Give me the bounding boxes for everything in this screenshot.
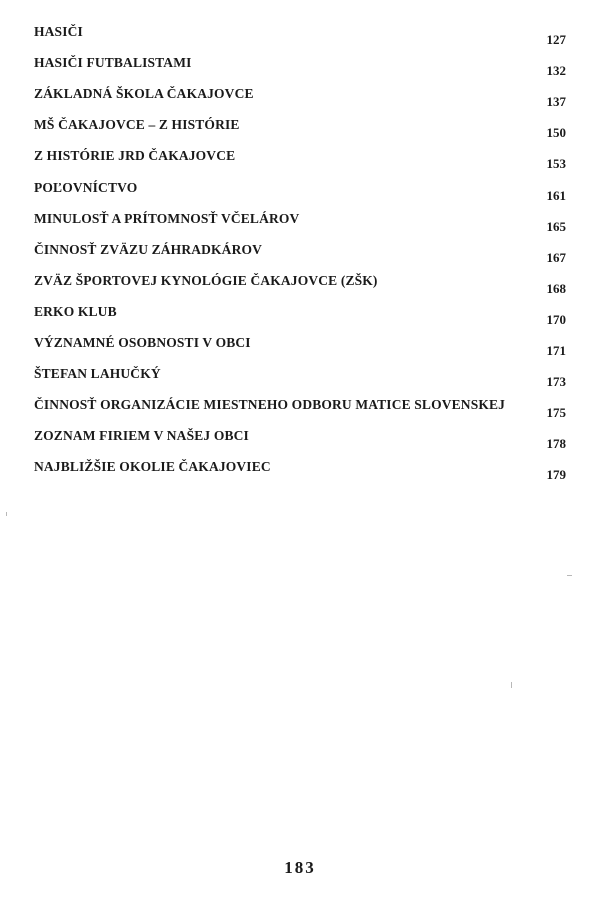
- toc-entry-page: 132: [546, 63, 566, 78]
- toc-entry-page: 167: [546, 250, 566, 265]
- toc-entry: [34, 211, 566, 235]
- toc-entry-page: 173: [546, 374, 566, 389]
- toc-entry-page: 165: [546, 219, 566, 234]
- scan-speck: [6, 512, 7, 516]
- toc-entry-title: HASIČI: [34, 24, 83, 39]
- toc-entry-page: 179: [546, 467, 566, 482]
- toc-entry-page: 137: [546, 94, 566, 109]
- toc-entry: [34, 304, 566, 328]
- toc-entry-title: ZÁKLADNÁ ŠKOLA ČAKAJOVCE: [34, 86, 254, 101]
- scan-speck: [567, 575, 572, 576]
- toc-entry: [34, 242, 566, 266]
- toc-entry: [34, 117, 566, 141]
- toc-entry-title: ŠTEFAN LAHUČKÝ: [34, 366, 161, 381]
- toc-entry: [34, 86, 566, 110]
- toc-entry-page: 178: [546, 436, 566, 451]
- toc-entry: [34, 428, 566, 452]
- page-number: 183: [284, 858, 316, 877]
- toc-entry-title: NAJBLIŽŠIE OKOLIE ČAKAJOVIEC: [34, 459, 271, 474]
- toc-entry-title: POĽOVNÍCTVO: [34, 180, 138, 195]
- toc-entry-page: 171: [546, 343, 566, 358]
- toc-entry-title: HASIČI FUTBALISTAMI: [34, 55, 192, 70]
- toc-entry-page: 168: [546, 281, 566, 296]
- toc-entry-title: ERKO KLUB: [34, 304, 117, 319]
- toc-entry-page: 153: [546, 156, 566, 171]
- toc-entry: [34, 459, 566, 483]
- toc-entry-title: VÝZNAMNÉ OSOBNOSTI V OBCI: [34, 335, 251, 350]
- toc-entry: [34, 273, 566, 297]
- toc-entry-page: 150: [546, 125, 566, 140]
- toc-entry: [34, 335, 566, 359]
- toc-entry-title: ČINNOSŤ ORGANIZÁCIE MIESTNEHO ODBORU MATICE SLOVENSKEJ: [34, 397, 506, 412]
- toc-entry-title: MINULOSŤ A PRÍTOMNOSŤ VČELÁROV: [34, 211, 300, 226]
- toc-entry: [34, 366, 566, 390]
- toc-entry-title: ZVÄZ ŠPORTOVEJ KYNOLÓGIE ČAKAJOVCE (ZŠK): [34, 273, 378, 288]
- toc-entry: [34, 148, 566, 172]
- scan-speck: [511, 682, 512, 688]
- toc-entry: [34, 397, 566, 421]
- toc-entry-page: 127: [546, 32, 566, 47]
- toc-entry-title: ČINNOSŤ ZVÄZU ZÁHRADKÁROV: [34, 242, 263, 257]
- toc-entry-title: ZOZNAM FIRIEM V NAŠEJ OBCI: [34, 428, 249, 443]
- toc-entry: [34, 24, 566, 48]
- toc-entry: [34, 55, 566, 79]
- toc-entry-page: 161: [546, 188, 566, 203]
- toc-entry-page: 175: [546, 405, 566, 420]
- toc-entry-title: Z HISTÓRIE JRD ČAKAJOVCE: [34, 148, 236, 163]
- toc-entry-page: 170: [546, 312, 566, 327]
- toc-entry: [34, 180, 566, 204]
- toc-entry-title: MŠ ČAKAJOVCE – Z HISTÓRIE: [34, 117, 240, 132]
